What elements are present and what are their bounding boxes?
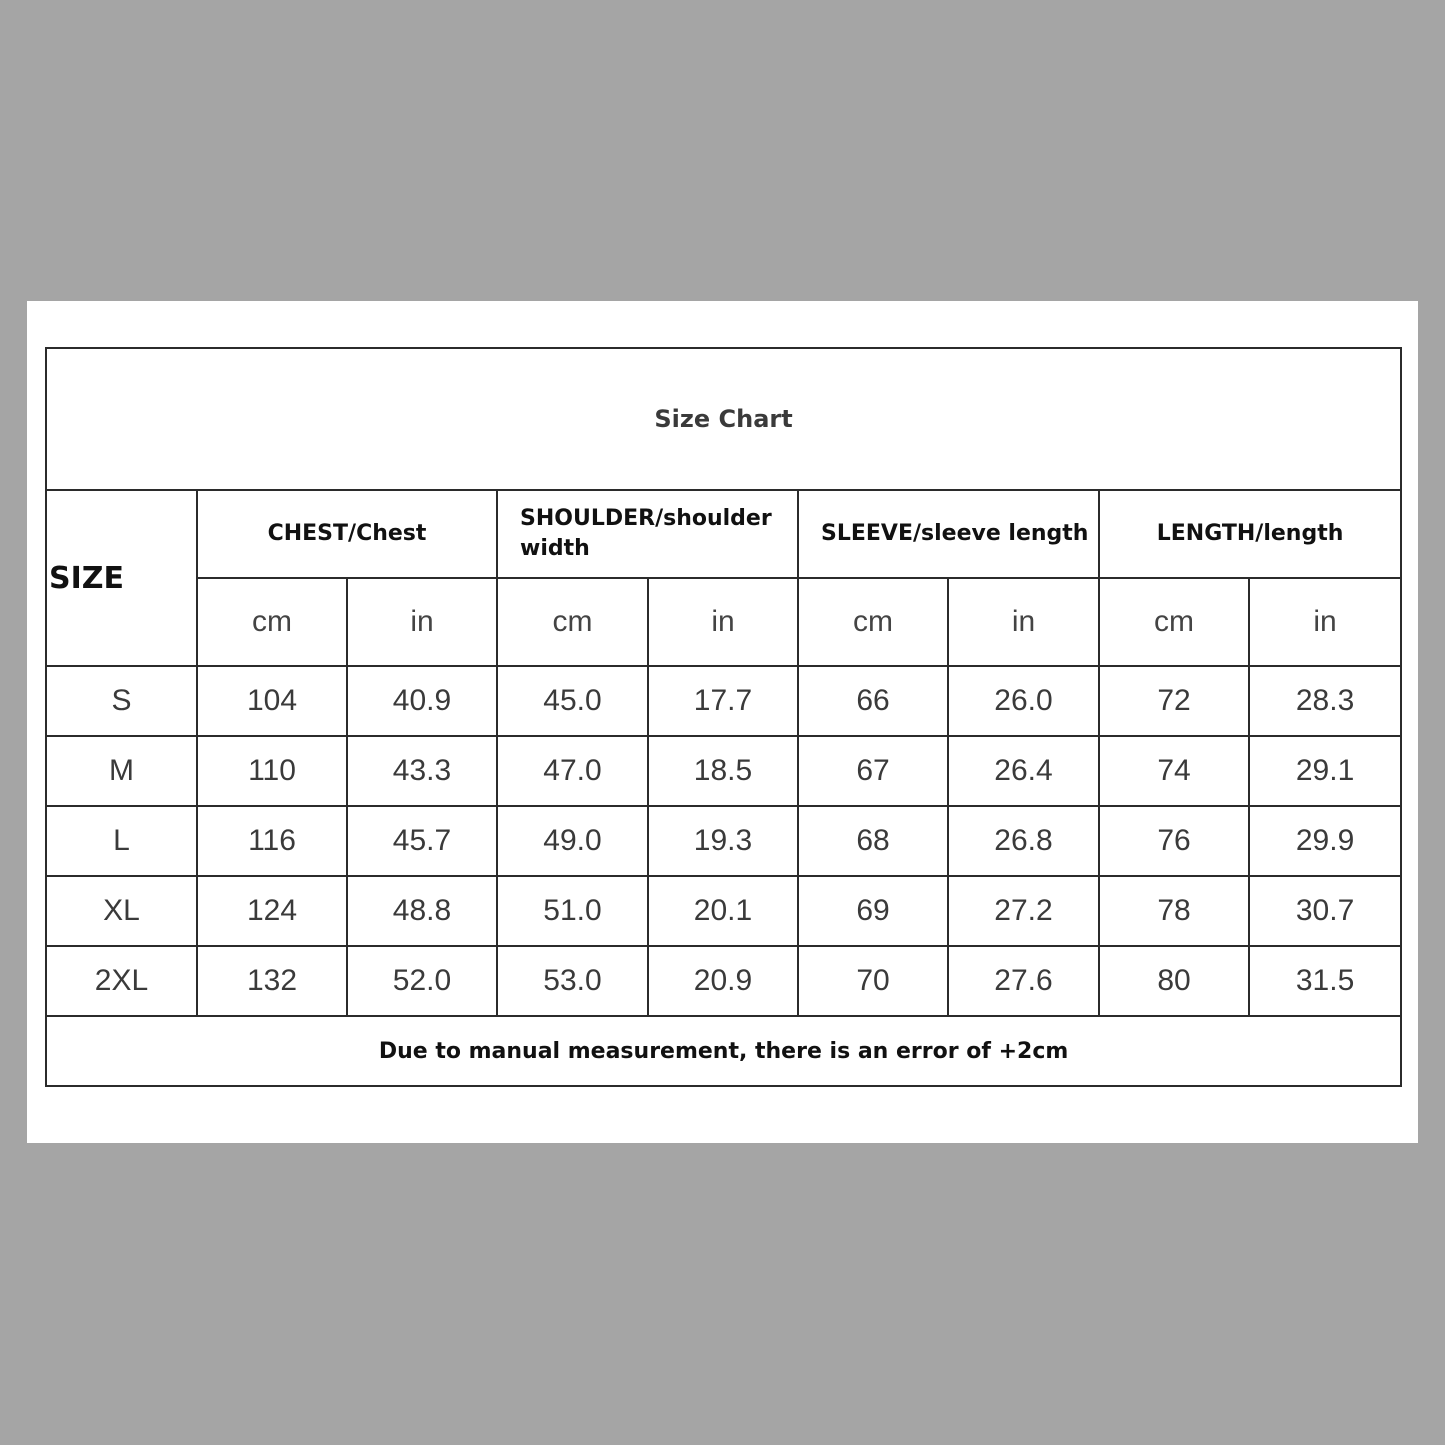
table-cell: 49.0 (497, 806, 648, 876)
table-cell: 110 (197, 736, 347, 806)
table-cell: 76 (1099, 806, 1249, 876)
table-cell: 27.2 (948, 876, 1099, 946)
table-row (46, 666, 1401, 736)
table-cell: 51.0 (497, 876, 648, 946)
table-cell: 26.8 (948, 806, 1099, 876)
unit-cell: cm (497, 578, 648, 666)
table-cell: 26.0 (948, 666, 1099, 736)
size-label: M (46, 736, 197, 806)
table-row (46, 736, 1401, 806)
group-header-row (46, 490, 1401, 578)
table-cell: 67 (798, 736, 948, 806)
unit-cell: in (347, 578, 497, 666)
table-cell: 124 (197, 876, 347, 946)
table-cell: 80 (1099, 946, 1249, 1016)
table-cell: 48.8 (347, 876, 497, 946)
table-cell: 43.3 (347, 736, 497, 806)
table-cell: 132 (197, 946, 347, 1016)
table-cell: 74 (1099, 736, 1249, 806)
table-cell: 52.0 (347, 946, 497, 1016)
table-cell: 70 (798, 946, 948, 1016)
measurement-note: Due to manual measurement, there is an error of +2cm (46, 1016, 1401, 1086)
table-cell: 28.3 (1249, 666, 1401, 736)
table-cell: 31.5 (1249, 946, 1401, 1016)
table-cell: 78 (1099, 876, 1249, 946)
table-cell: 45.0 (497, 666, 648, 736)
table-cell: 18.5 (648, 736, 798, 806)
table-row (46, 806, 1401, 876)
unit-cell: in (948, 578, 1099, 666)
size-label: S (46, 666, 197, 736)
table-cell: 47.0 (497, 736, 648, 806)
title-row (46, 348, 1401, 490)
size-column-header: SIZE (46, 490, 197, 666)
length-header: LENGTH/length (1099, 490, 1401, 578)
size-chart-table (45, 347, 1402, 1087)
table-cell: 40.9 (347, 666, 497, 736)
table-cell: 66 (798, 666, 948, 736)
table-cell: 20.1 (648, 876, 798, 946)
table-cell: 27.6 (948, 946, 1099, 1016)
table-cell: 104 (197, 666, 347, 736)
size-label: 2XL (46, 946, 197, 1016)
size-label: L (46, 806, 197, 876)
table-cell: 53.0 (497, 946, 648, 1016)
table-cell: 17.7 (648, 666, 798, 736)
note-row (46, 1016, 1401, 1086)
unit-header-row (46, 578, 1401, 666)
table-cell: 29.9 (1249, 806, 1401, 876)
chest-header: CHEST/Chest (197, 490, 497, 578)
size-chart-panel (27, 301, 1418, 1143)
table-cell: 19.3 (648, 806, 798, 876)
table-row (46, 876, 1401, 946)
table-cell: 20.9 (648, 946, 798, 1016)
table-title: Size Chart (46, 348, 1401, 490)
table-cell: 29.1 (1249, 736, 1401, 806)
unit-cell: cm (197, 578, 347, 666)
sleeve-header: SLEEVE/sleeve length (798, 490, 1099, 578)
shoulder-header: SHOULDER/shoulder width (497, 490, 798, 578)
unit-cell: in (648, 578, 798, 666)
table-cell: 26.4 (948, 736, 1099, 806)
table-cell: 72 (1099, 666, 1249, 736)
table-cell: 116 (197, 806, 347, 876)
table-cell: 69 (798, 876, 948, 946)
table-cell: 68 (798, 806, 948, 876)
table-cell: 30.7 (1249, 876, 1401, 946)
unit-cell: cm (798, 578, 948, 666)
size-label: XL (46, 876, 197, 946)
table-row (46, 946, 1401, 1016)
unit-cell: in (1249, 578, 1401, 666)
table-cell: 45.7 (347, 806, 497, 876)
unit-cell: cm (1099, 578, 1249, 666)
